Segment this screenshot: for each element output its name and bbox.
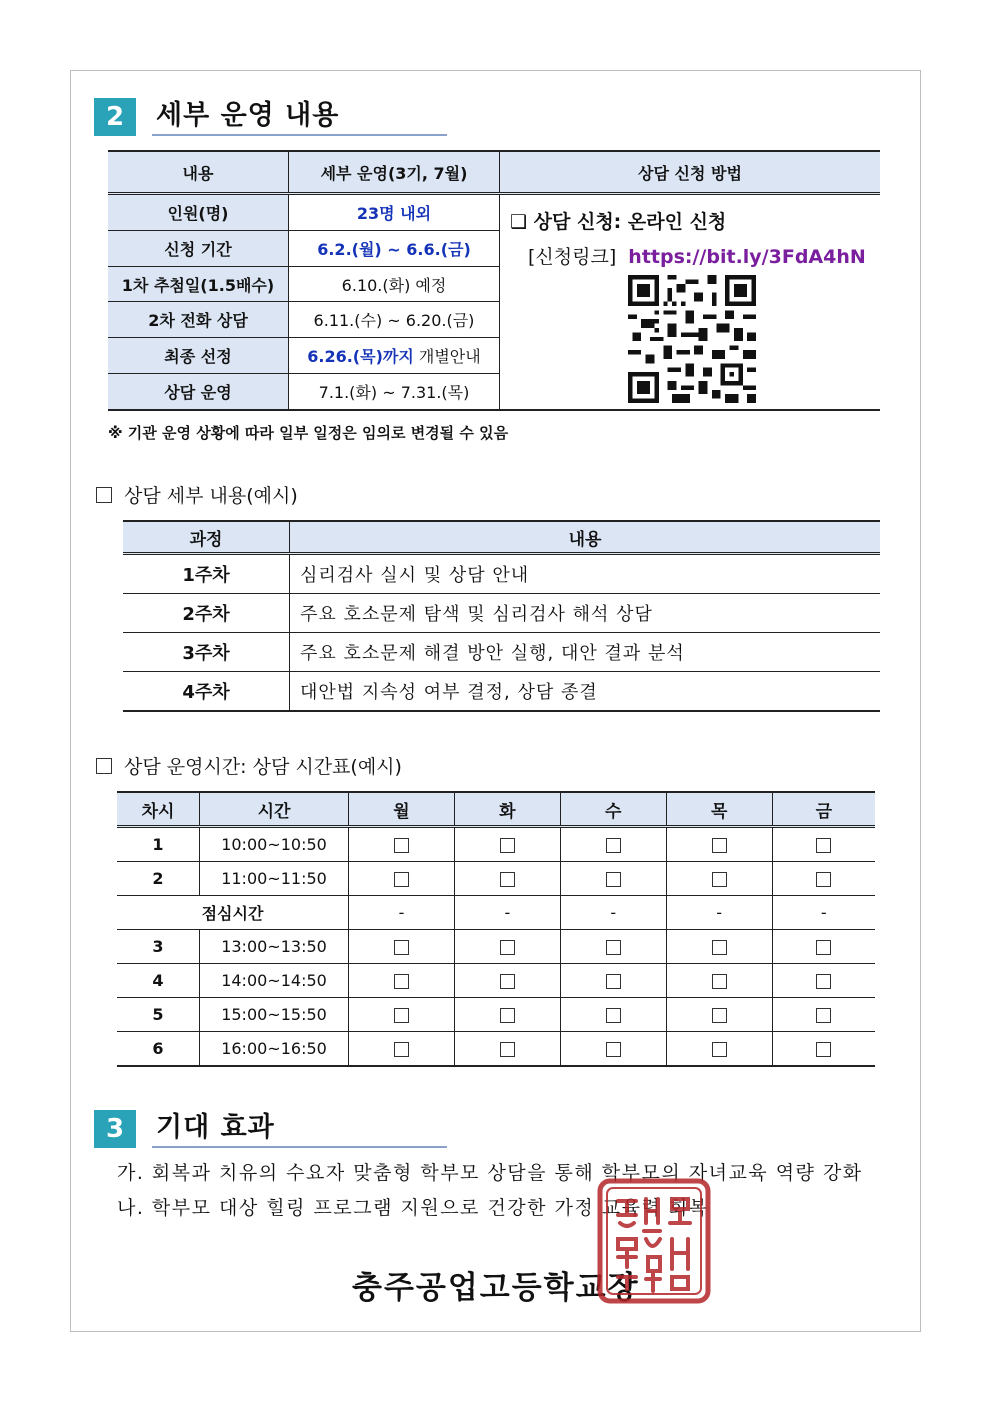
slot-checkbox[interactable] — [816, 1008, 831, 1023]
dash-cell: - — [772, 896, 875, 930]
row-value: 7.1.(화) ~ 7.31.(목) — [289, 374, 500, 410]
slot-checkbox[interactable] — [394, 838, 409, 853]
slot-cell — [454, 1032, 560, 1067]
row-value — [289, 338, 500, 374]
slot-checkbox[interactable] — [394, 1008, 409, 1023]
slot-cell — [666, 930, 772, 964]
dash-cell: - — [560, 896, 666, 930]
section-3-header — [94, 1105, 447, 1148]
counsel-detail-title: 상담 세부 내용(예시) — [124, 485, 298, 507]
table-row — [117, 1032, 875, 1067]
square-bullet-icon — [96, 758, 112, 774]
slot-cell — [666, 1032, 772, 1067]
row-label: 신청 기간 — [108, 230, 289, 266]
time-cell: 11:00~11:50 — [200, 862, 349, 896]
week-cell: 2주차 — [123, 594, 290, 633]
time-cell: 10:00~10:50 — [200, 827, 349, 862]
table-header-row — [123, 521, 880, 554]
time-cell: 13:00~13:50 — [200, 930, 349, 964]
slot-checkbox[interactable] — [816, 974, 831, 989]
slot-checkbox[interactable] — [606, 1042, 621, 1057]
time-cell: 16:00~16:50 — [200, 1032, 349, 1067]
table-row — [108, 194, 880, 231]
slot-checkbox[interactable] — [500, 838, 515, 853]
table-row — [117, 964, 875, 998]
header-cell: 화 — [454, 792, 560, 827]
header-cell: 금 — [772, 792, 875, 827]
table-row — [117, 998, 875, 1032]
slot-cell — [349, 998, 455, 1032]
header-cell: 시간 — [200, 792, 349, 827]
slot-cell — [666, 964, 772, 998]
row-label: 인원(명) — [108, 194, 289, 231]
header-cell: 내용 — [290, 521, 881, 554]
week-cell: 4주차 — [123, 672, 290, 712]
header-cell: 목 — [666, 792, 772, 827]
section-number: 3 — [94, 1110, 136, 1148]
slot-checkbox[interactable] — [816, 872, 831, 887]
header-cell: 월 — [349, 792, 455, 827]
counsel-detail-table — [123, 520, 880, 712]
row-value: 6.11.(수) ~ 6.20.(금) — [289, 302, 500, 338]
official-seal-icon — [596, 1177, 712, 1305]
apply-link-line — [528, 242, 880, 269]
row-label: 2차 전화 상담 — [108, 302, 289, 338]
slot-cell — [772, 964, 875, 998]
table-row — [123, 594, 880, 633]
slot-cell — [454, 998, 560, 1032]
slot-checkbox[interactable] — [394, 940, 409, 955]
header-cell: 상담 신청 방법 — [500, 151, 881, 194]
section-title: 세부 운영 내용 — [152, 93, 447, 136]
table-row — [117, 896, 875, 930]
slot-cell — [560, 964, 666, 998]
content-cell: 주요 호소문제 탐색 및 심리검사 해석 상담 — [290, 594, 881, 633]
slot-cell — [772, 827, 875, 862]
timetable-title: 상담 운영시간: 상담 시간표(예시) — [124, 756, 402, 778]
counsel-detail-heading — [96, 481, 298, 508]
slot-checkbox[interactable] — [816, 940, 831, 955]
schedule-note: ※ 기관 운영 상황에 따라 일부 일정은 임의로 변경될 수 있음 — [108, 424, 509, 442]
table-row — [123, 672, 880, 712]
slot-checkbox[interactable] — [816, 1042, 831, 1057]
row-value: 23명 내외 — [289, 194, 500, 231]
schedule-table — [108, 150, 880, 411]
session-cell: 6 — [117, 1032, 200, 1067]
session-cell: 4 — [117, 964, 200, 998]
slot-cell — [454, 862, 560, 896]
slot-cell — [560, 930, 666, 964]
session-cell: 5 — [117, 998, 200, 1032]
apply-link[interactable]: https://bit.ly/3FdA4hN — [628, 246, 866, 268]
slot-checkbox[interactable] — [712, 1008, 727, 1023]
slot-checkbox[interactable] — [500, 1008, 515, 1023]
apply-method: ❑ 상담 신청: 온라인 신청 — [510, 211, 727, 233]
section-title: 기대 효과 — [152, 1105, 447, 1148]
table-row — [123, 554, 880, 594]
slot-checkbox[interactable] — [500, 974, 515, 989]
slot-checkbox[interactable] — [606, 974, 621, 989]
table-row — [117, 862, 875, 896]
slot-cell — [772, 930, 875, 964]
slot-checkbox[interactable] — [816, 838, 831, 853]
slot-checkbox[interactable] — [500, 1042, 515, 1057]
slot-cell — [560, 862, 666, 896]
week-cell: 1주차 — [123, 554, 290, 594]
slot-cell — [349, 827, 455, 862]
table-header-row — [117, 792, 875, 827]
slot-cell — [772, 1032, 875, 1067]
session-cell: 3 — [117, 930, 200, 964]
week-cell: 3주차 — [123, 633, 290, 672]
row-value: 6.2.(월) ~ 6.6.(금) — [289, 230, 500, 266]
slot-checkbox[interactable] — [500, 940, 515, 955]
header-cell: 과정 — [123, 521, 290, 554]
timetable-heading — [96, 752, 402, 779]
slot-cell — [349, 1032, 455, 1067]
lunch-cell: 점심시간 — [117, 896, 349, 930]
session-cell: 1 — [117, 827, 200, 862]
table-header-row — [108, 151, 880, 194]
slot-checkbox[interactable] — [606, 872, 621, 887]
header-cell: 세부 운영(3기, 7월) — [289, 151, 500, 194]
slot-checkbox[interactable] — [712, 838, 727, 853]
slot-checkbox[interactable] — [394, 872, 409, 887]
slot-cell — [349, 930, 455, 964]
slot-checkbox[interactable] — [712, 872, 727, 887]
content-cell: 심리검사 실시 및 상담 안내 — [290, 554, 881, 594]
table-row — [123, 633, 880, 672]
slot-checkbox[interactable] — [606, 1008, 621, 1023]
header-cell: 내용 — [108, 151, 289, 194]
row-value: 6.10.(화) 예정 — [289, 266, 500, 302]
section-number: 2 — [94, 98, 136, 136]
slot-cell — [454, 930, 560, 964]
slot-cell — [454, 827, 560, 862]
row-label: 1차 추첨일(1.5배수) — [108, 266, 289, 302]
slot-cell — [666, 998, 772, 1032]
row-label: 최종 선정 — [108, 338, 289, 374]
table-row — [117, 930, 875, 964]
timetable-table — [117, 791, 875, 1067]
slot-cell — [560, 998, 666, 1032]
slot-checkbox[interactable] — [606, 838, 621, 853]
effect-item: 가. 회복과 치유의 수요자 맞춤형 학부모 상담을 통해 학부모의 자녀교육 역량 강화 — [117, 1162, 863, 1184]
header-cell: 차시 — [117, 792, 200, 827]
slot-checkbox[interactable] — [712, 974, 727, 989]
qr-code-icon[interactable] — [628, 275, 756, 403]
apply-method-cell — [500, 194, 881, 411]
content-cell: 대안법 지속성 여부 결정, 상담 종결 — [290, 672, 881, 712]
slot-cell — [772, 998, 875, 1032]
slot-cell — [666, 827, 772, 862]
slot-cell — [772, 862, 875, 896]
slot-checkbox[interactable] — [394, 1042, 409, 1057]
slot-cell — [349, 964, 455, 998]
slot-checkbox[interactable] — [712, 940, 727, 955]
section-2-header — [94, 93, 447, 136]
content-cell: 주요 호소문제 해결 방안 실행, 대안 결과 분석 — [290, 633, 881, 672]
slot-checkbox[interactable] — [500, 872, 515, 887]
time-cell: 14:00~14:50 — [200, 964, 349, 998]
dash-cell: - — [349, 896, 455, 930]
slot-checkbox[interactable] — [394, 974, 409, 989]
slot-cell — [666, 862, 772, 896]
header-cell: 수 — [560, 792, 666, 827]
school-name: 충주공업고등학교장 — [352, 1270, 640, 1306]
slot-cell — [349, 862, 455, 896]
row-value-rest: 개별안내 — [413, 347, 481, 367]
square-bullet-icon — [96, 487, 112, 503]
effect-item: 나. 학부모 대상 힐링 프로그램 지원으로 건강한 가정 교육력 회복 — [117, 1197, 709, 1219]
link-label: [신청링크] — [528, 246, 617, 268]
dash-cell: - — [454, 896, 560, 930]
row-label: 상담 운영 — [108, 374, 289, 410]
dash-cell: - — [666, 896, 772, 930]
table-row — [117, 827, 875, 862]
slot-cell — [560, 827, 666, 862]
slot-checkbox[interactable] — [712, 1042, 727, 1057]
row-value-highlight: 6.26.(목)까지 — [307, 347, 414, 367]
slot-cell — [454, 964, 560, 998]
slot-checkbox[interactable] — [606, 940, 621, 955]
time-cell: 15:00~15:50 — [200, 998, 349, 1032]
session-cell: 2 — [117, 862, 200, 896]
slot-cell — [560, 1032, 666, 1067]
